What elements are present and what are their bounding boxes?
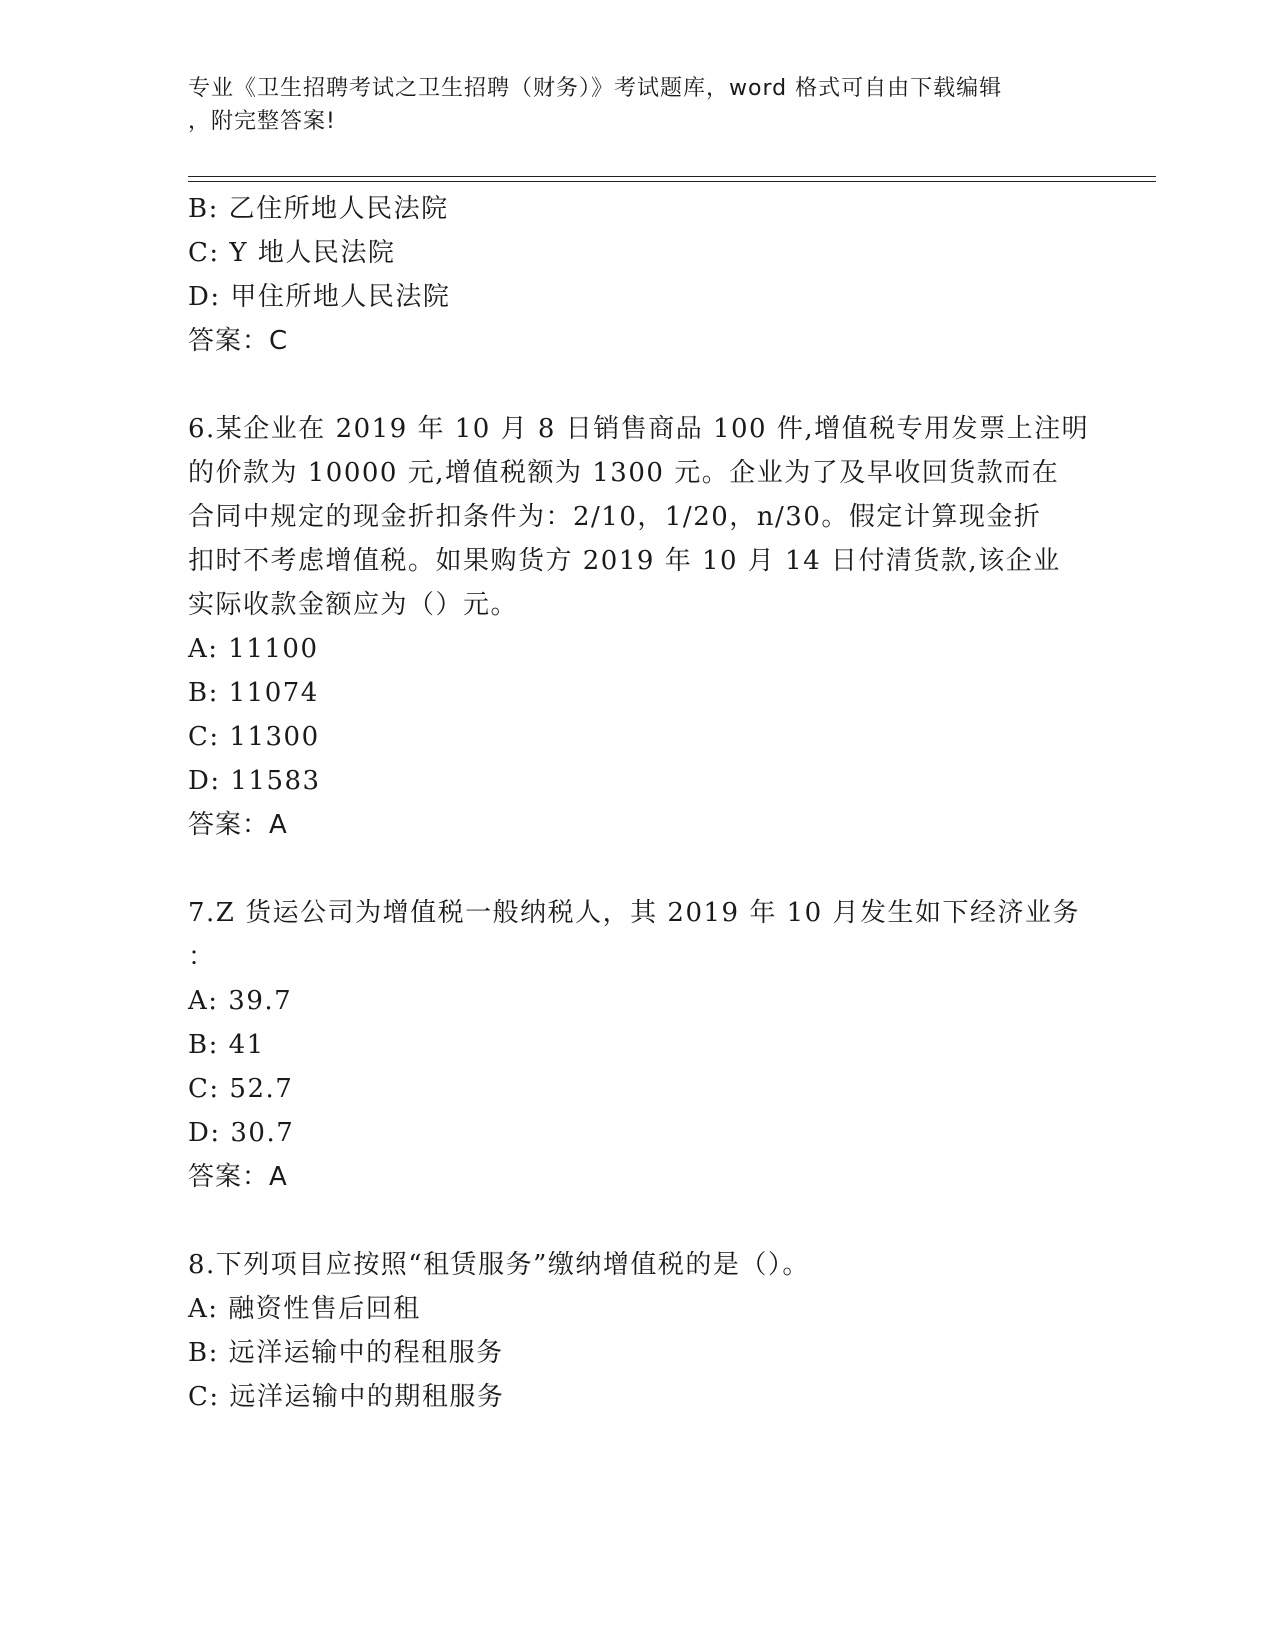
q7-stem-line-1: 7.Z 货运公司为增值税一般纳税人，其 2019 年 10 月发生如下经济业务 [188,898,1080,928]
q7-option-c: C: 52.7 [188,1074,294,1104]
q5-answer: 答案：C [188,326,289,356]
q7-option-a: A: 39.7 [188,986,293,1016]
q5-option-b: B: 乙住所地人民法院 [188,194,449,224]
q6-stem-line-4: 扣时不考虑增值税。如果购货方 2019 年 10 月 14 日付清货款,该企业 [188,546,1061,576]
header-line-1: 专业《卫生招聘考试之卫生招聘（财务）》考试题库，word 格式可自由下载编辑 [188,76,1003,101]
q8-option-a: A: 融资性售后回租 [188,1294,421,1324]
q7-option-d: D: 30.7 [188,1118,295,1148]
q7-option-b: B: 41 [188,1030,265,1060]
q6-stem-line-3: 合同中规定的现金折扣条件为：2/10，1/20，n/30。假定计算现金折 [188,502,1042,532]
header-line-2: ，附完整答案! [188,109,336,134]
q6-option-d: D: 11583 [188,766,321,796]
q8-option-c: C: 远洋运输中的期租服务 [188,1382,505,1412]
header-divider-top [188,176,1156,177]
q6-stem-line-2: 的价款为 10000 元,增值税额为 1300 元。企业为了及早收回货款而在 [188,458,1060,488]
q8-option-b: B: 远洋运输中的程租服务 [188,1338,504,1368]
q5-option-d: D: 甲住所地人民法院 [188,282,451,312]
q6-answer: 答案：A [188,810,288,840]
q6-option-c: C: 11300 [188,722,320,752]
q6-option-a: A: 11100 [188,634,319,664]
q7-stem-line-2: ： [188,942,216,972]
q6-stem-line-1: 6.某企业在 2019 年 10 月 8 日销售商品 100 件,增值税专用发票上注明 [188,414,1090,444]
q5-option-c: C: Y 地人民法院 [188,238,396,268]
header-divider-bottom [188,181,1156,182]
q8-stem-line-1: 8.下列项目应按照“租赁服务”缴纳增值税的是（）。 [188,1250,810,1280]
q6-stem-line-5: 实际收款金额应为（）元。 [188,590,519,620]
q7-answer: 答案：A [188,1162,288,1192]
document-header [188,72,1068,138]
q6-option-b: B: 11074 [188,678,319,708]
